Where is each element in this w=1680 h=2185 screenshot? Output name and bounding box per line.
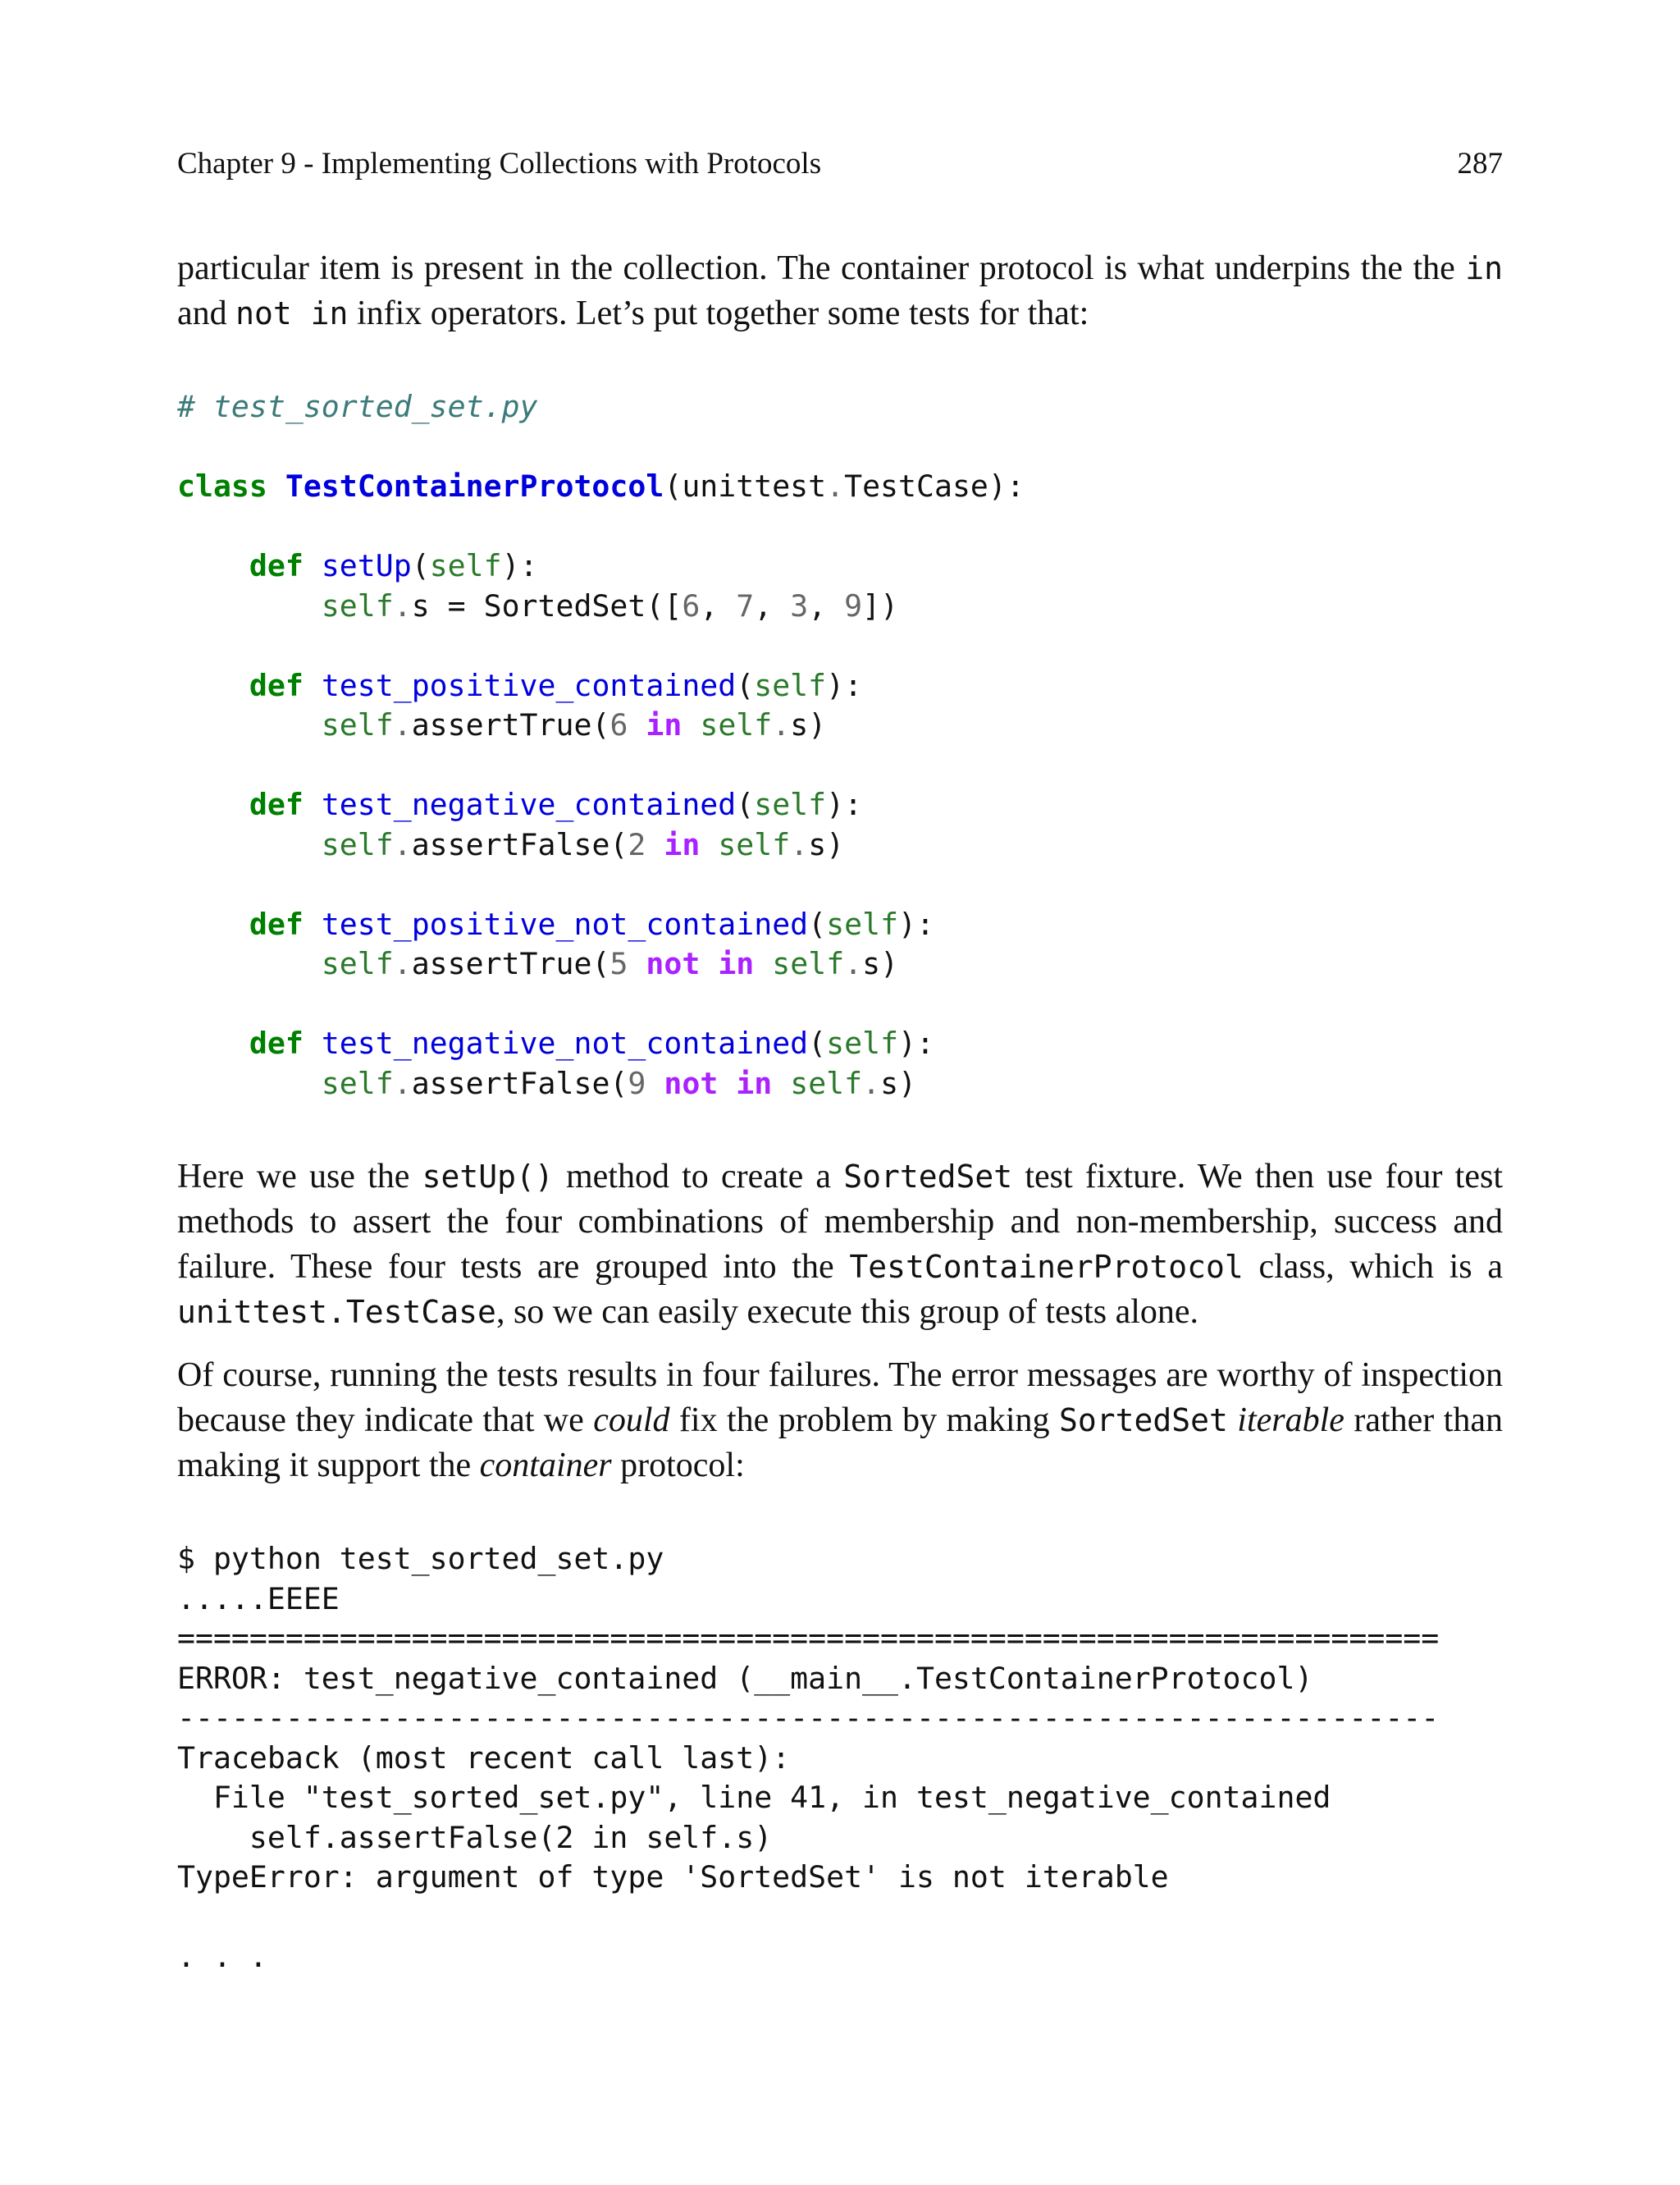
number: 6 — [609, 707, 628, 743]
assert-call: assertFalse( — [411, 826, 628, 862]
comma: , — [700, 587, 737, 624]
number: 6 — [682, 587, 701, 624]
page-number: 287 — [1457, 147, 1503, 181]
emphasis-iterable: iterable — [1237, 1401, 1344, 1439]
terminal-line: ====================================================================== — [177, 1620, 1440, 1656]
self: self — [826, 1026, 899, 1061]
text: test fixture. We then use four test methods to assert the four combinations of membership and non-membership, success and failure. These four tests are grouped into the — [177, 1158, 1504, 1286]
self: self — [718, 826, 791, 862]
terminal-line: TypeError: argument of type 'SortedSet' is not iterable — [177, 1859, 1169, 1895]
paren: ( — [736, 667, 755, 703]
paren: ( — [808, 1026, 827, 1061]
number: 9 — [844, 587, 863, 624]
text: rather than making it support the — [177, 1401, 1503, 1484]
attr-s: s) — [808, 826, 845, 862]
def-keyword: def — [249, 548, 304, 583]
code-sortedset: SortedSet — [1058, 1402, 1228, 1438]
paren: ( — [736, 787, 755, 822]
terminal-output — [177, 1539, 1503, 1977]
def-keyword: def — [249, 787, 304, 822]
file-comment: # test_sorted_set.py — [177, 389, 538, 424]
assign: s = SortedSet([ — [411, 587, 682, 624]
in-operator: in — [664, 826, 701, 862]
intro-paragraph — [177, 246, 1503, 336]
self: self — [321, 707, 394, 743]
class-base: (unittest — [664, 469, 827, 504]
terminal-line: self.assertFalse(2 in self.s) — [177, 1819, 773, 1855]
paren: ): — [898, 906, 934, 942]
dot: . — [393, 587, 412, 624]
self: self — [754, 667, 827, 703]
code-in: in — [1465, 250, 1504, 286]
paren: ): — [898, 1026, 934, 1061]
code-testcontainerprotocol: TestContainerProtocol — [849, 1249, 1244, 1285]
method-setup: setUp — [321, 548, 412, 583]
self: self — [321, 946, 394, 981]
self: self — [754, 787, 827, 822]
code-not-in: not in — [235, 295, 349, 331]
number: 2 — [628, 826, 646, 862]
text: Here we use the — [177, 1158, 422, 1195]
not-operator: not — [664, 1065, 719, 1101]
dot: . — [826, 469, 845, 504]
paren: ( — [808, 906, 827, 942]
def-keyword: def — [249, 906, 304, 942]
text: class, which is a — [1243, 1248, 1503, 1286]
text: , so we can easily execute this group of tests alone. — [495, 1293, 1199, 1331]
emphasis-container: container — [479, 1447, 612, 1484]
emphasis-could: could — [593, 1401, 670, 1439]
self: self — [321, 1065, 394, 1101]
self: self — [826, 906, 899, 942]
explanation-paragraph — [177, 1154, 1503, 1335]
terminal-line: File "test_sorted_set.py", line 41, in test_negative_contained — [177, 1780, 1331, 1815]
dot: . — [393, 707, 412, 743]
assert-call: assertFalse( — [411, 1065, 628, 1101]
text — [1228, 1401, 1237, 1439]
number: 7 — [736, 587, 755, 624]
in-operator: in — [736, 1065, 773, 1101]
self: self — [700, 707, 773, 743]
class-keyword: class — [177, 469, 267, 504]
dot: . — [393, 826, 412, 862]
attr-s: s) — [790, 707, 827, 743]
paren: ): — [826, 787, 863, 822]
def-keyword: def — [249, 667, 304, 703]
intro-text: particular item is present in the collection. The container protocol is what underpins the the — [177, 249, 1455, 287]
terminal-line: .....EEEE — [177, 1580, 340, 1616]
in-operator: in — [646, 707, 682, 743]
intro-rest: infix operators. Let’s put together some tests for that: — [348, 295, 1089, 332]
self: self — [429, 548, 502, 583]
self: self — [321, 587, 394, 624]
terminal-block — [177, 1539, 1503, 1977]
method-name: test_positive_contained — [321, 667, 737, 703]
chapter-title: Chapter 9 - Implementing Collections with Protocols — [177, 147, 822, 181]
dot: . — [393, 1065, 412, 1101]
code-block — [177, 387, 1503, 1104]
running-header — [177, 143, 1503, 185]
self: self — [790, 1065, 863, 1101]
assert-call: assertTrue( — [411, 946, 610, 981]
code-sortedset: SortedSet — [843, 1159, 1013, 1195]
code-setup: setUp() — [422, 1159, 554, 1195]
comma: , — [808, 587, 845, 624]
text: protocol: — [611, 1447, 745, 1484]
attr-s: s) — [880, 1065, 917, 1101]
paren: ): — [826, 667, 863, 703]
class-name: TestContainerProtocol — [285, 469, 664, 504]
number: 5 — [609, 946, 628, 981]
number: 3 — [790, 587, 809, 624]
intro-and: and — [177, 295, 236, 332]
terminal-line: ERROR: test_negative_contained (__main__.TestContainerProtocol) — [177, 1660, 1313, 1696]
dot: . — [790, 826, 809, 862]
self: self — [772, 946, 845, 981]
class-base-2: TestCase): — [844, 469, 1025, 504]
self: self — [321, 826, 394, 862]
comma: , — [754, 587, 791, 624]
page-content — [177, 246, 1503, 1977]
failure-paragraph — [177, 1353, 1503, 1488]
close-list: ]) — [862, 587, 899, 624]
terminal-line: Traceback (most recent call last): — [177, 1739, 791, 1776]
assert-call: assertTrue( — [411, 707, 610, 743]
method-name: test_negative_not_contained — [321, 1026, 809, 1061]
dot: . — [393, 946, 412, 981]
terminal-line: ---------------------------------------------------------------------- — [177, 1700, 1440, 1735]
code-unittest-testcase: unittest.TestCase — [177, 1294, 496, 1330]
code-listing — [177, 387, 1503, 1104]
terminal-line: . . . — [177, 1939, 267, 1974]
dot: . — [862, 1065, 881, 1101]
paren: ( — [411, 548, 430, 583]
dot: . — [772, 707, 791, 743]
terminal-line: $ python test_sorted_set.py — [177, 1541, 664, 1576]
method-name: test_positive_not_contained — [321, 906, 809, 942]
number: 9 — [628, 1065, 646, 1101]
method-name: test_negative_contained — [321, 787, 737, 822]
text: Of course, running the tests results in four failures. The error messages are worthy of inspection because they indicate that we — [177, 1356, 1503, 1439]
paren: ): — [501, 548, 538, 583]
not-operator: not — [646, 946, 701, 981]
attr-s: s) — [862, 946, 899, 981]
def-keyword: def — [249, 1026, 304, 1061]
text: method to create a — [553, 1158, 844, 1195]
dot: . — [844, 946, 863, 981]
in-operator: in — [718, 946, 755, 981]
text: fix the problem by making — [669, 1401, 1059, 1439]
